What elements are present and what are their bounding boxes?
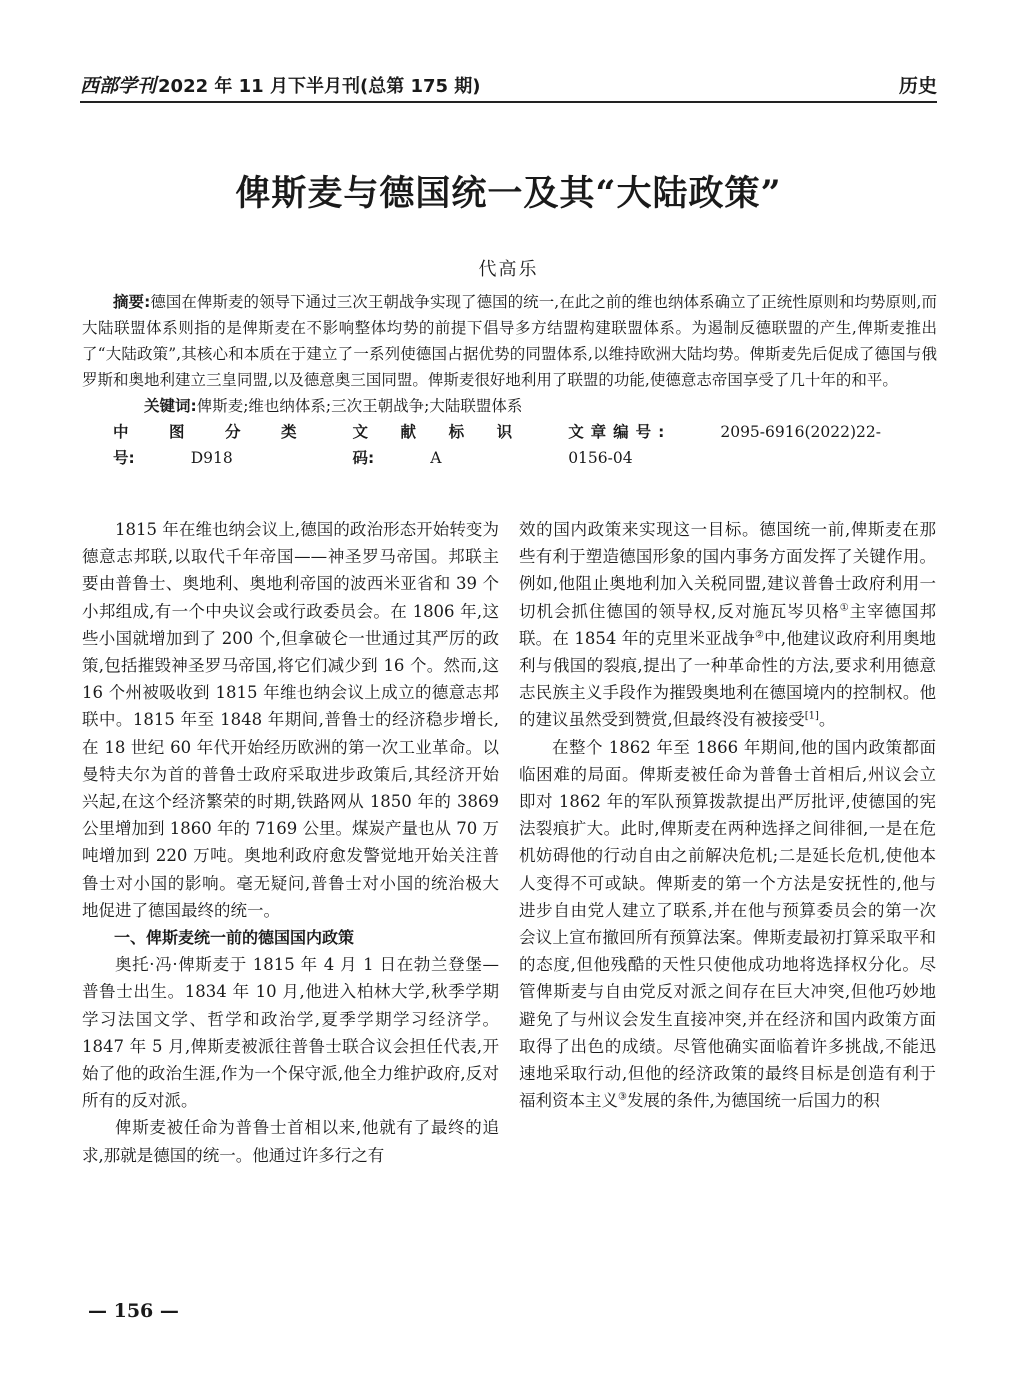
abstract <box>82 289 937 393</box>
reference-marker: [1] <box>804 710 819 722</box>
running-header <box>80 68 937 98</box>
clc-value: D918 <box>190 449 233 467</box>
text-run: 。 <box>818 710 836 730</box>
issue-info: 2022 年 11 月下半月刊(总第 175 期) <box>158 76 481 97</box>
paragraph: 1815 年在维也纳会议上,德国的政治形态开始转变为德意志邦联,以取代千年帝国——神圣罗马帝国。邦联主要由普鲁士、奥地利、奥地利帝国的波西米亚省和 39 个小邦组成,有一个中央议会或行政委员会。在 1806 年,这些小国就增加到了 200 个,但拿破仑一世通过其严厉的政策,包括摧毁神圣罗马帝国,将它们减少到 16 个。然而,这 16 个州被吸收到 1815 年维也纳会议上成立的德意志邦联中。1815 年至 1848 年期间,普鲁士的经济稳步增长,在 18 世纪 60 年代开始经历欧洲的第一次工业革命。以曼特夫尔为首的普鲁士政府采取进步政策后,其经济开始兴起,在这个经济繁荣的时期,铁路网从 1850 年的 3869 公里增加到 1860 年的 7169 公里。煤炭产量也从 70 万吨增加到 220 万吨。奥地利政府愈发警觉地开始关注普鲁士对小国的影响。毫无疑问,普鲁士对小国的统治极大地促进了德国最终的统一。 <box>82 520 499 920</box>
paragraph <box>519 516 936 734</box>
page-number: — 156 — <box>88 1300 179 1322</box>
journal-logo: 西部学刊 <box>80 75 157 97</box>
article-title: 俾斯麦与德国统一及其“大陆政策” <box>235 173 782 214</box>
right-column <box>519 516 936 1114</box>
paragraph: 奥托·冯·俾斯麦于 1815 年 4 月 1 日在勃兰登堡—普鲁士出生。1834 年 10 月,他进入柏林大学,秋季学期学习法国文学、哲学和政治学,夏季学期学习经济学。1847 年 5 月,俾斯麦被派往普鲁士联合议会担任代表,开始了他的政治生涯,作为一个保守派,他全力维护政府,反对所有的反对派。 <box>82 955 499 1111</box>
keywords-label: 关键词: <box>144 397 197 415</box>
doc-label: 文献标识码: <box>352 423 513 467</box>
text-run: 中,他建议政府利用奥地利与俄国的裂痕,提出了一种革命性的方法,要求利用德意志民族主义手段作为摧毁奥地利在德国境内的控制权。他的建议虽然受到赞赏,但最终没有被接受 <box>519 628 936 730</box>
text-run: 效的国内政策来实现这一目标。德国统一前,俾斯麦在那些有利于塑造德国形象的国内事务方面发挥了关键作用。例如,他阻止奥地利加入关税同盟,建议普鲁士政府利用一切机会抓住德国的领导权,反对施瓦岑贝格 <box>519 520 936 621</box>
doc-value: A <box>430 449 442 467</box>
footnote-marker: ① <box>839 602 850 614</box>
clc-label: 中图分类号: <box>113 423 297 467</box>
doc-code <box>352 419 512 471</box>
section-label: 历史 <box>898 75 937 97</box>
section-heading: 一、俾斯麦统一前的德国国内政策 <box>114 928 355 948</box>
text-run: 在整个 1862 年至 1866 年期间,他的国内政策都面临困难的局面。俾斯麦被任命为普鲁士首相后,州议会立即对 1862 年的军队预算拨款提出严厉批评,使德国的宪法裂痕扩大。此时,俾斯麦在两种选择之间徘徊,一是在危机妨碍他的行动自由之前解决危机;二是延长危机,使他本人变得不可或缺。俾斯麦的第一个方法是安抚性的,他与进步自由党人建立了联系,并在他与预算委员会的第一次会议上宣布撤回所有预算法案。俾斯麦最初打算采取平和的态度,但他残酷的天性只使他成功地将选择权分化。尽管俾斯麦与自由党反对派之间存在巨大冲突,但他巧妙地避免了与州议会发生直接冲突,并在经济和国内政策方面取得了出色的成绩。尽管他确实面临着许多挑战,不能迅速地采取行动,但他的经济政策的最终目标是创造有利于福利资本主义 <box>519 737 936 1111</box>
text-run: 发展的条件,为德国统一后国力的积 <box>626 1091 880 1111</box>
abstract-label: 摘要: <box>113 293 151 311</box>
keywords <box>82 393 937 419</box>
footnote-marker: ② <box>755 629 765 641</box>
abstract-text: 德国在俾斯麦的领导下通过三次王朝战争实现了德国的统一,在此之前的维也纳体系确立了正统性原则和均势原则,而大陆联盟体系则指的是俾斯麦在不影响整体均势的前提下倡导多方结盟构建联盟体系。为遏制反德联盟的产生,俾斯麦推出了“大陆政策”,其核心和本质在于建立了一系列使德国占据优势的同盟体系,以维持欧洲大陆均势。俾斯麦先后促成了德国与俄罗斯和奥地利建立三皇同盟,以及德意奥三国同盟。俾斯麦很好地利用了联盟的功能,使德意志帝国享受了几十年的和平。 <box>82 293 938 389</box>
paragraph <box>519 734 936 1115</box>
keywords-text: 俾斯麦;维也纳体系;三次王朝战争;大陆联盟体系 <box>196 397 523 415</box>
footnote-marker: ③ <box>618 1091 627 1103</box>
text-run: 主宰德国邦联。在 1854 年的克里米亚战争 <box>519 601 937 648</box>
author-name: 代高乐 <box>478 259 539 280</box>
paragraph: 俾斯麦被任命为普鲁士首相以来,他就有了最终的追求,那就是德国的统一。他通过许多行之有 <box>82 1118 499 1165</box>
classification-line <box>82 419 937 471</box>
header-rule <box>80 101 937 103</box>
article-label: 文章编号: <box>568 423 665 441</box>
article-number <box>568 419 881 471</box>
abstract-block <box>82 289 937 471</box>
clc-code <box>113 419 296 471</box>
article-value: 2095-6916(2022)22-0156-04 <box>568 423 881 467</box>
left-column <box>82 516 499 1169</box>
journal-info <box>80 71 481 98</box>
